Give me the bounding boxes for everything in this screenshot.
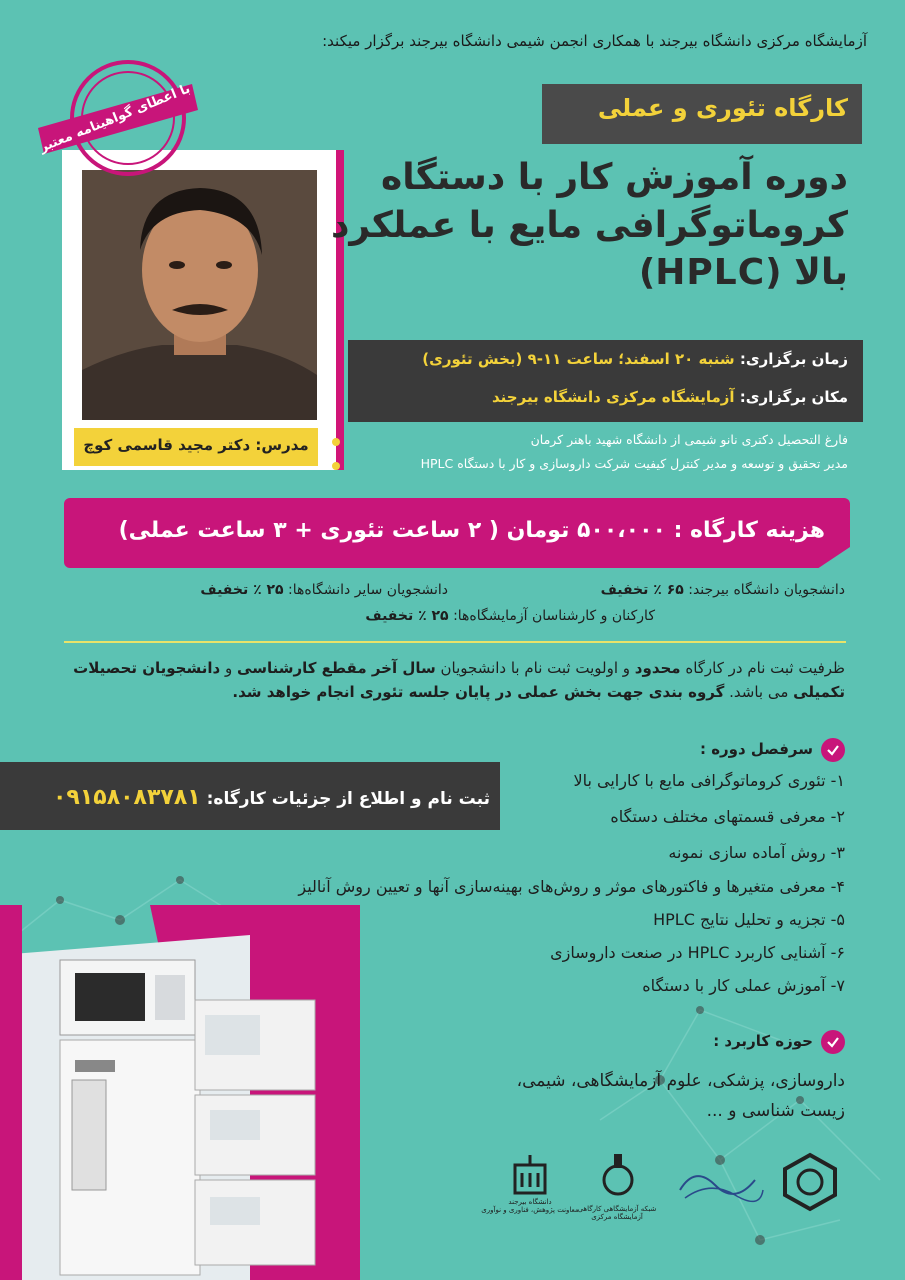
lab-network-caption-1: شبکه آزمایشگاهی کارگاهی — [577, 1205, 657, 1213]
calligraphy-logo-icon — [675, 1160, 765, 1205]
capacity-grouping: گروه بندی جهت بخش عملی در پایان جلسه تئوری انجام خواهد شد. — [232, 683, 725, 701]
capacity-grad: دانشجویان تحصیلات تکمیلی — [73, 659, 845, 701]
syllabus-item: ۱- تئوری کروماتوگرافی مایع با کارایی بالا — [573, 771, 845, 790]
organizer-line: آزمایشگاه مرکزی دانشگاه بیرجند با همکاری انجمن شیمی دانشگاه بیرجند برگزار میکند: — [322, 32, 867, 50]
registration-label: ثبت نام و اطلاع از جزئیات کارگاه: — [206, 789, 490, 809]
place-value: آزمایشگاه مرکزی دانشگاه بیرجند — [492, 388, 735, 406]
syllabus-heading: سرفصل دوره : — [699, 740, 813, 758]
discount-birjand — [555, 582, 845, 598]
syllabus-item: ۵- تجزیه و تحلیل نتایج HPLC — [653, 910, 845, 929]
course-title-line1: دوره آموزش کار با دستگاه — [380, 157, 848, 198]
application-heading: حوزه کاربرد : — [713, 1032, 813, 1050]
capacity-paragraph — [45, 656, 845, 704]
capacity-text: و — [220, 659, 238, 677]
course-title-line2: کروماتوگرافی مایع با عملکرد — [330, 204, 848, 246]
lab-network-caption-2: آزمایشگاه مرکزی — [591, 1213, 643, 1221]
time-value: شنبه ۲۰ اسفند؛ ساعت ۱۱-۹ (بخش تئوری) — [422, 350, 735, 368]
stamp-text: با اعطای گواهینامه معتبر — [37, 81, 193, 156]
syllabus-item: ۷- آموزش عملی کار با دستگاه — [642, 976, 845, 995]
syllabus-item: ۲- معرفی قسمتهای مختلف دستگاه — [610, 807, 845, 826]
logos-row — [480, 1150, 870, 1235]
university-caption-2: معاونت پژوهش، فناوری و نوآوری — [481, 1206, 579, 1214]
capacity-text: ظرفیت ثبت نام در کارگاه — [680, 659, 845, 677]
time-line — [348, 350, 848, 368]
capacity-text: و اولویت ثبت نام با دانشجویان — [435, 659, 635, 677]
course-title — [328, 154, 848, 297]
discount-other-universities — [58, 582, 448, 598]
application-fields — [325, 1067, 845, 1127]
teacher-name: مدرس: دکتر مجید قاسمی کوچ — [83, 436, 309, 454]
time-label: زمان برگزاری: — [739, 350, 848, 368]
university-caption — [480, 1198, 580, 1214]
capacity-senior: سال آخر مقطع کارشناسی — [237, 659, 436, 677]
university-caption-1: دانشگاه بیرجند — [508, 1198, 552, 1206]
lab-network-logo-icon — [598, 1152, 638, 1202]
instructor-photo — [82, 170, 317, 420]
fee-text: هزینه کارگاه : ۵۰۰،۰۰۰ تومان ( ۲ ساعت تئوری + ۳ ساعت عملی) — [118, 518, 825, 543]
checkmark-icon — [821, 1030, 845, 1054]
discount-birjand-label: دانشجویان دانشگاه بیرجند: — [688, 582, 845, 598]
registration-phone: ۰۹۱۵۸۰۸۳۷۸۱ — [52, 785, 201, 810]
teacher-bio-2: مدیر تحقیق و توسعه و مدیر کنترل کیفیت شرکت داروسازی و کار با دستگاه HPLC — [420, 456, 848, 471]
syllabus-item: ۶- آشنایی کاربرد HPLC در صنعت داروسازی — [550, 943, 845, 962]
divider — [64, 641, 846, 643]
application-line2: زیست شناسی و ... — [706, 1100, 845, 1121]
application-line1: داروسازی، پزشکی، علوم آزمایشگاهی، شیمی، — [516, 1071, 845, 1091]
course-title-line3: بالا (HPLC) — [638, 252, 848, 294]
hplc-machine-image — [0, 905, 360, 1280]
discount-other-value: ۲۵ ٪ تخفیف — [200, 582, 284, 598]
discount-staff-label: کارکنان و کارشناسان آزمایشگاه‌ها: — [453, 608, 655, 624]
syllabus-item: ۴- معرفی متغیرها و فاکتورهای موثر و روش‌های بهینه‌سازی آنها و تعیین روش آنالیز — [298, 877, 845, 896]
discount-birjand-value: ۶۵ ٪ تخفیف — [600, 582, 684, 598]
hexagon-logo-icon — [780, 1152, 840, 1212]
discount-lab-staff — [255, 608, 655, 624]
discount-other-label: دانشجویان سایر دانشگاه‌ها: — [288, 582, 448, 598]
checkmark-icon — [821, 738, 845, 762]
discount-staff-value: ۲۵ ٪ تخفیف — [365, 608, 449, 624]
workshop-type: کارگاه تئوری و عملی — [597, 94, 848, 122]
capacity-text: می باشد. — [724, 683, 794, 701]
syllabus-item: ۳- روش آماده سازی نمونه — [668, 843, 845, 862]
teacher-bio-1: فارغ التحصیل دکتری نانو شیمی از دانشگاه شهید باهنر کرمان — [530, 432, 848, 447]
certificate-stamp — [30, 56, 200, 186]
place-line — [348, 388, 848, 406]
university-logo-icon — [510, 1155, 550, 1195]
place-label: مکان برگزاری: — [739, 388, 848, 406]
lab-network-caption — [572, 1205, 662, 1221]
capacity-limited: محدود — [634, 659, 681, 677]
